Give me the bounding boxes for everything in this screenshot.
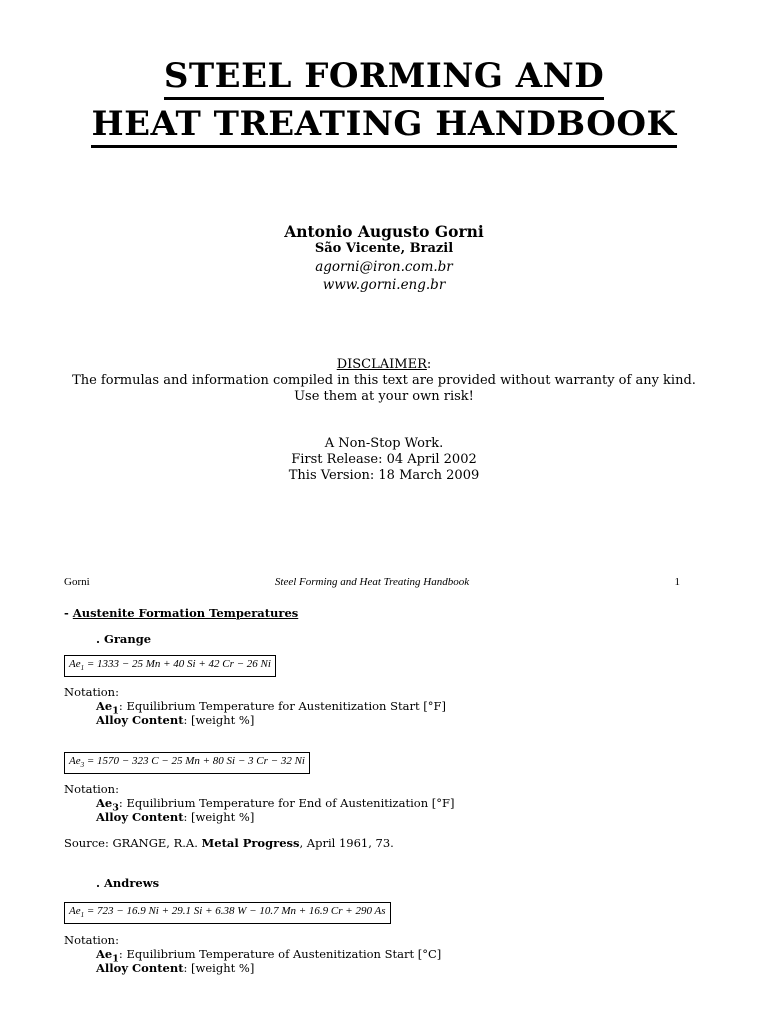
section-heading: - Austenite Formation Temperatures <box>64 606 299 620</box>
author-location: São Vicente, Brazil <box>314 241 454 256</box>
title-line-2: HEAT TREATING HANDBOOK <box>0 104 768 144</box>
notation-ae1-definition: $Ae_1$: Equilibrium Temperature for Austenitization Start [°F] <box>96 699 446 717</box>
first-release: First Release: 04 April 2002 <box>291 452 477 467</box>
notation-ae1-definition: $Ae_1$: Equilibrium Temperature of Austenitization Start [°C] <box>96 947 442 965</box>
disclaimer-heading: DISCLAIMER: <box>336 357 432 372</box>
source-grange: Source: GRANGE, R.A. Metal Progress, April 1961, 73. <box>64 836 394 850</box>
formula-grange-ae3: $Ae_3 = 1570 - 323$ C − 25 Mn + 80 Si − 3 Cr − 32 Ni <box>64 752 310 774</box>
this-version: This Version: 18 March 2009 <box>288 468 480 483</box>
formula-grange-ae1: $Ae_1 = 1333 - 25$ Mn + 40 Si + 42 Cr − 26 Ni <box>64 655 276 677</box>
title-line-1: STEEL FORMING AND <box>0 56 768 96</box>
subsection-grange: . Grange <box>96 632 152 646</box>
notation-label: Notation: <box>64 933 119 947</box>
notation-ae3-definition: $Ae_3$: Equilibrium Temperature for End of Austenitization [°F] <box>96 796 455 814</box>
footer-page-number: 1 <box>674 576 680 588</box>
formula-andrews-ae1: $Ae_1 = 723 - 16.9$ Ni + 29.1 Si + 6.38 W − 10.7 Mn + 16.9 Cr + 290 As <box>64 902 391 924</box>
author-email: agorni@iron.com.br <box>315 259 453 275</box>
author-website: www.gorni.eng.br <box>322 277 446 293</box>
release-note: A Non-Stop Work. <box>324 436 444 451</box>
notation-label: Notation: <box>64 782 119 796</box>
notation-alloy-content: Alloy Content: [weight %] <box>96 961 255 975</box>
notation-alloy-content: Alloy Content: [weight %] <box>96 810 255 824</box>
footer-author: Gorni <box>64 576 90 588</box>
disclaimer-line-1: The formulas and information compiled in this text are provided without warranty of any kind. <box>72 373 696 388</box>
notation-alloy-content: Alloy Content: [weight %] <box>96 713 255 727</box>
footer-title: Steel Forming and Heat Treating Handbook <box>274 576 470 588</box>
author-name: Antonio Augusto Gorni <box>284 222 484 241</box>
notation-label: Notation: <box>64 685 119 699</box>
disclaimer-line-2: Use them at your own risk! <box>294 389 474 404</box>
subsection-andrews: . Andrews <box>96 876 160 890</box>
